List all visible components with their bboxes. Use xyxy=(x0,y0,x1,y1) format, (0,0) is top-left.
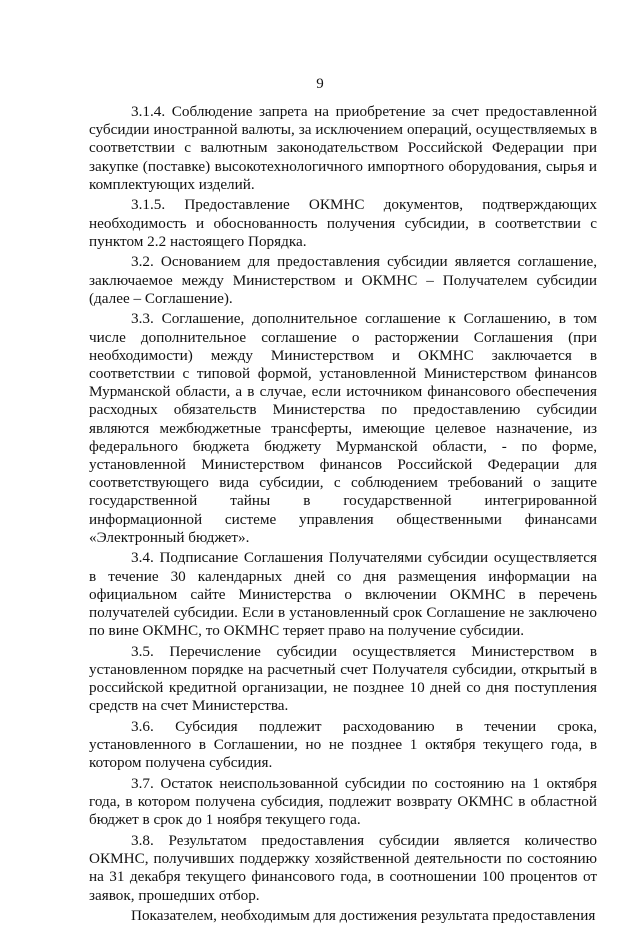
paragraph-3-4: 3.4. Подписание Соглашения Получателями субсидии осуществляется в течение 30 календарных дней со дня размещения информации на официальном сайте Министерства о включении ОКМНС в перечень получателей субсидии. Если в установленный срок Соглашение не заключено по вине ОКМНС, то ОКМНС теряет право на получение субсидии. xyxy=(89,549,597,640)
paragraph-3-1-4: 3.1.4. Соблюдение запрета на приобретение за счет предоставленной субсидии иностранной валюты, за исключением операций, осуществляемых в соответствии с валютным законодательством Российской Федерации при закупке (поставке) высокотехнологичного импортного оборудования, сырья и комплектующих изделий. xyxy=(89,103,597,193)
paragraph-3-8: 3.8. Результатом предоставления субсидии является количество ОКМНС, получивших поддержку хозяйственной деятельности по состоянию на 31 декабря текущего финансового года, в соотношении 100 процентов от заявок, прошедших отбор. xyxy=(89,832,597,904)
paragraph-3-7: 3.7. Остаток неиспользованной субсидии по состоянию на 1 октября года, в котором получена субсидия, подлежит возврату ОКМНС в областной бюджет в срок до 1 ноября текущего года. xyxy=(89,775,597,829)
paragraph-indicator: Показателем, необходимым для достижения результата предоставления xyxy=(131,907,596,925)
paragraph-3-1-5: 3.1.5. Предоставление ОКМНС документов, подтверждающих необходимость и обоснованность получения субсидии, в соответствии с пунктом 2.2 настоящего Порядка. xyxy=(89,196,597,250)
document-body xyxy=(89,103,597,925)
paragraph-3-5: 3.5. Перечисление субсидии осуществляется Министерством в установленном порядке на расчетный счет Получателя субсидии, открытый в российской кредитной организации, не позднее 10 дней со дня поступления средств на счет Министерства. xyxy=(89,642,597,715)
paragraph-3-2: 3.2. Основанием для предоставления субсидии является соглашение, заключаемое между Министерством и ОКМНС – Получателем субсидии (далее – Соглашение). xyxy=(89,253,597,307)
paragraph-3-3: 3.3. Соглашение, дополнительное соглашение к Соглашению, в том числе дополнительное соглашение о расторжении Соглашения (при необходимости) между Министерством и ОКМНС заключается в соответствии с типовой формой, установленной Министерством финансов Мурманской области, а в случае, если источником финансового обеспечения расходных обязательств Министерства по предоставлению субсидии являются межбюджетные трансферты, имеющие целевое назначение, из федерального бюджета бюджету Мурманской области, - по форме, установленной Министерством финансов Российской Федерации для соответствующего вида субсидии, с соблюдением требований о защите государственной тайны в государственной интегрированной информационной системе управления общественными финансами «Электронный бюджет». xyxy=(89,310,597,546)
paragraph-3-6: 3.6. Субсидия подлежит расходованию в течении срока, установленного в Соглашении, но не позднее 1 октября текущего года, в котором получена субсидия. xyxy=(89,718,597,772)
page-number: 9 xyxy=(316,76,324,92)
